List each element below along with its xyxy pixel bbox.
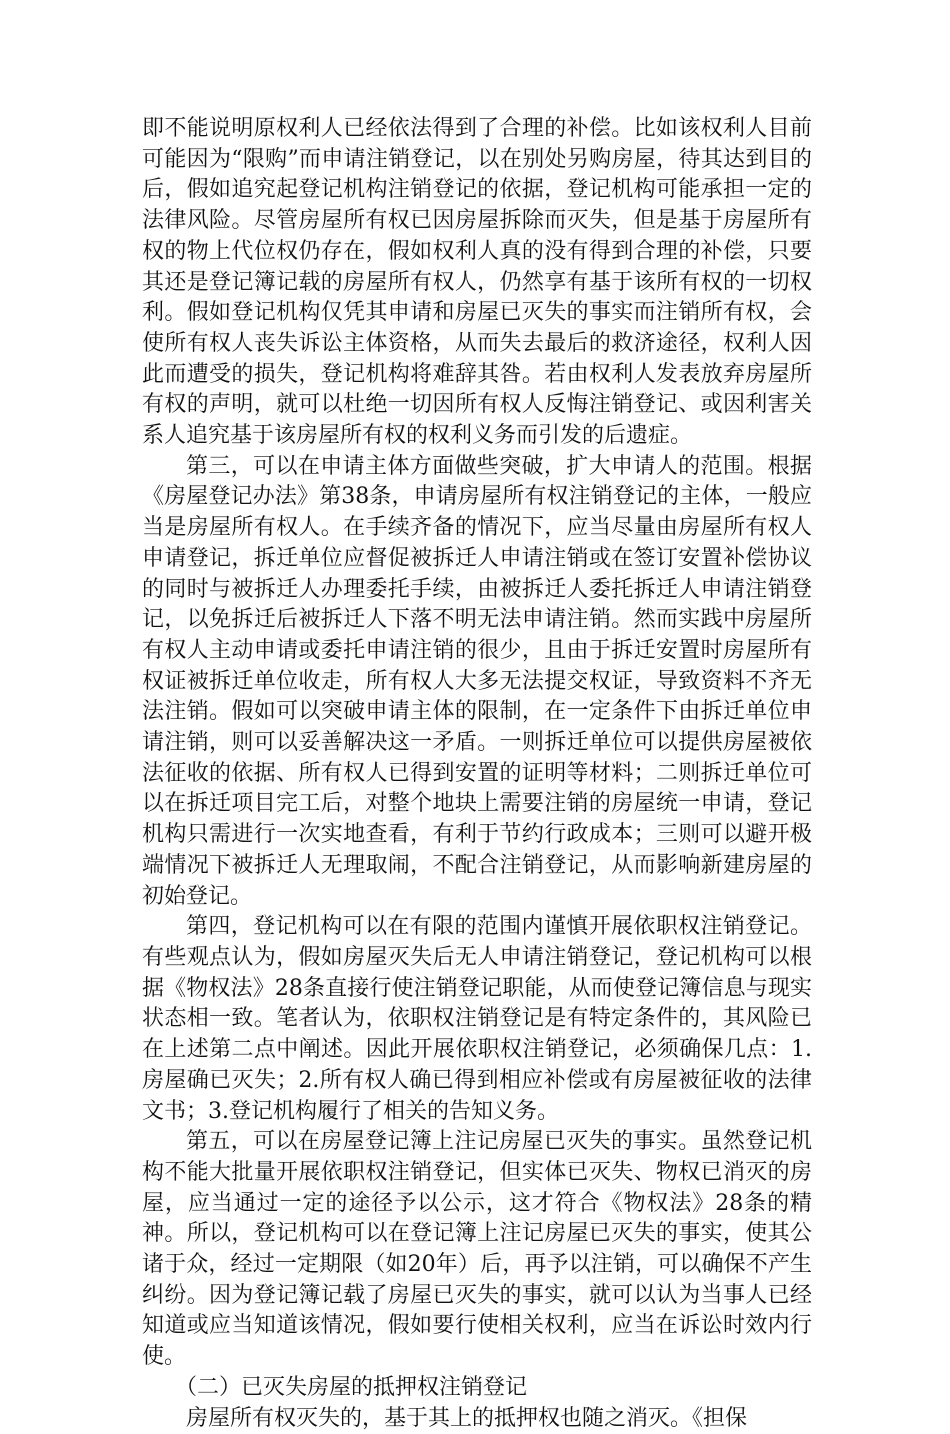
- paragraph-fourth-point: 第四，登记机构可以在有限的范围内谨慎开展依职权注销登记。有些观点认为，假如房屋灭失后无人申请注销登记，登记机构可以根据《物权法》28条直接行使注销登记职能，从而使登记簿信息与现实状态相一致。笔者认为，依职权注销登记是有特定条件的，其风险已在上述第二点中阐述。因此开展依职权注销登记，必须确保几点：1.房屋确已灭失；2.所有权人确已得到相应补偿或有房屋被征收的法律文书；3.登记机构履行了相关的告知义务。: [142, 914, 812, 1124]
- document-body: [142, 114, 812, 1434]
- paragraph-mortgage-start: 房屋所有权灭失的，基于其上的抵押权也随之消灭。《担保: [186, 1405, 748, 1431]
- paragraph-continued: 即不能说明原权利人已经依法得到了合理的补偿。比如该权利人目前可能因为“限购”而申请注销登记，以在别处另购房屋，待其达到目的后，假如追究起登记机构注销登记的依据，登记机构可能承担一定的法律风险。尽管房屋所有权已因房屋拆除而灭失，但是基于房屋所有权的物上代位权仍存在，假如权利人真的没有得到合理的补偿，只要其还是登记簿记载的房屋所有权人，仍然享有基于该所有权的一切权利。假如登记机构仅凭其申请和房屋已灭失的事实而注销所有权，会使所有权人丧失诉讼主体资格，从而失去最后的救济途径，权利人因此而遭受的损失，登记机构将难辞其咎。若由权利人发表放弃房屋所有权的声明，就可以杜绝一切因所有权人反悔注销登记、或因利害关系人追究基于该房屋所有权的权利义务而引发的后遗症。: [142, 116, 812, 449]
- section-heading: （二）已灭失房屋的抵押权注销登记: [175, 1374, 528, 1400]
- paragraph-third-point: 第三，可以在申请主体方面做些突破，扩大申请人的范围。根据《房屋登记办法》第38条，申请房屋所有权注销登记的主体，一般应当是房屋所有权人。在手续齐备的情况下，应当尽量由房屋所有权人申请登记，拆迁单位应督促被拆迁人申请注销或在签订安置补偿协议的同时与被拆迁人办理委托手续，由被拆迁人委托拆迁人申请注销登记，以免拆迁后被拆迁人下落不明无法申请注销。然而实践中房屋所有权人主动申请或委托申请注销的很少，且由于拆迁安置时房屋所有权证被拆迁单位收走，所有权人大多无法提交权证，导致资料不齐无法注销。假如可以突破申请主体的限制，在一定条件下由拆迁单位申请注销，则可以妥善解决这一矛盾。一则拆迁单位可以提供房屋被依法征收的依据、所有权人已得到安置的证明等材料；二则拆迁单位可以在拆迁项目完工后，对整个地块上需要注销的房屋统一申请，登记机构只需进行一次实地查看，有利于节约行政成本；三则可以避开极端情况下被拆迁人无理取闹，不配合注销登记，从而影响新建房屋的初始登记。: [142, 453, 812, 909]
- paragraph-fifth-point: 第五，可以在房屋登记簿上注记房屋已灭失的事实。虽然登记机构不能大批量开展依职权注销登记，但实体已灭失、物权已消灭的房屋，应当通过一定的途径予以公示，这才符合《物权法》28条的精神。所以，登记机构可以在登记簿上注记房屋已灭失的事实，使其公诸于众，经过一定期限（如20年）后，再予以注销，可以确保不产生纠纷。因为登记簿记载了房屋已灭失的事实，就可以认为当事人已经知道或应当知道该情况，假如要行使相关权利，应当在诉讼时效内行使。: [142, 1129, 812, 1370]
